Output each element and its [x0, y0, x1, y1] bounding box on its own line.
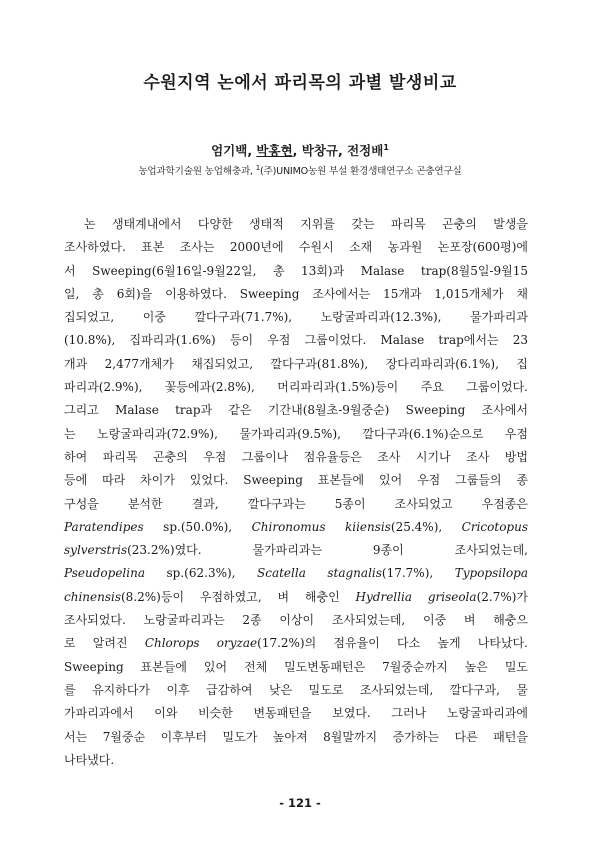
abstract-line-species: [64, 632, 528, 655]
abstract-line: 하여 파리목 곤충의 우점 그룹이나 점유율등은 조사 시기나 조사 방법: [64, 449, 528, 464]
abstract-line: 구성을 분석한 결과, 깔다구과는 5종이 조사되었고 우점종은: [64, 496, 528, 511]
author-1: 엄기백: [211, 143, 248, 158]
abstract-line: 논 생태계내에서 다양한 생태적 지위를 갖는 파리목 곤충의 발생을: [84, 217, 528, 231]
author-list: [0, 141, 600, 159]
species-name: chinensis: [64, 589, 121, 604]
abstract-line: 조사되었다. 노랑굴파리과는 2종 이상이 조사되었는데, 이중 벼 해충으: [64, 613, 528, 628]
abstract-line: (10.8%), 집파리과(1.6%) 등이 우점 그룹이었다. Malase trap에서는 23: [64, 333, 528, 348]
species-name: Paratendipes: [64, 519, 144, 534]
abstract-line: 일, 총 6회)을 이용하였다. Sweeping 조사에서는 15개과 1,015개체가 채: [64, 286, 528, 301]
species-name: Scatella stagnalis: [257, 566, 382, 581]
abstract-line-species: [64, 539, 528, 562]
species-value: sp.(50.0%),: [143, 519, 252, 534]
abstract-line: 등에 따라 차이가 있었다. Sweeping 표본들에 있어 우점 그룹들의 종: [64, 473, 528, 488]
abstract-line: Sweeping 표본들에 있어 전체 밀도변동패턴은 7월중순까지 높은 밀도: [64, 659, 528, 674]
author-4-affiliation-mark: 1: [383, 142, 389, 152]
author-separator: ,: [338, 143, 348, 158]
species-name: Chlorops oryzae: [144, 636, 258, 651]
species-value: 로 알려진: [64, 636, 145, 651]
species-name: sylverstris: [64, 543, 128, 558]
abstract-line-species: [64, 516, 528, 539]
affiliation: [0, 163, 600, 177]
abstract-line: 파리과(2.9%), 꽃등에과(2.8%), 머리파리과(1.5%)등이 주요 그룹이었다.: [64, 380, 528, 395]
species-value: (8.2%)등이 우점하였고, 벼 해충인: [121, 589, 356, 604]
author-4: 전정배: [347, 143, 384, 158]
species-name: Cricotopus: [461, 519, 528, 534]
page-number: - 121 -: [279, 796, 321, 810]
author-separator: ,: [247, 143, 257, 158]
abstract-line: 개과 2,477개체가 채집되었고, 깔다구과(81.8%), 장다리파리과(6.1%), 집: [64, 356, 528, 371]
species-name: Hydrellia griseola: [355, 589, 477, 604]
affiliation-mark: 1: [255, 163, 260, 172]
abstract-line: 를 유지하다가 이후 급감하여 낮은 밀도로 조사되었는데, 깔다구과, 물: [64, 682, 528, 697]
author-separator: ,: [292, 143, 302, 158]
abstract-line: 집되었고, 이중 깔다구과(71.7%), 노랑굴파리과(12.3%), 물가파리과: [64, 310, 528, 325]
species-name: Chironomus kiiensis: [251, 519, 391, 534]
species-value: (23.2%)였다. 물가파리과는 9종이 조사되었는데,: [127, 543, 528, 558]
species-value: sp.(62.3%),: [145, 566, 257, 581]
abstract-line: 가파리과에서 이와 비슷한 변동패턴을 보였다. 그러나 노랑굴파리과에: [64, 706, 528, 721]
species-value: (25.4%),: [390, 519, 462, 534]
abstract-line: 나타냈다.: [64, 752, 115, 767]
abstract-line: 는 노랑굴파리과(72.9%), 물가파리과(9.5%), 깔다구과(6.1%)순으로 우점: [64, 426, 528, 441]
abstract-body: [64, 213, 528, 772]
species-value: (2.7%)가: [476, 589, 529, 604]
author-2-presenter: 박홍현: [256, 143, 293, 158]
species-value: (17.2%)의 점유율이 다소 높게 나타났다.: [257, 636, 528, 651]
author-3: 박창규: [301, 143, 338, 158]
affiliation-2: (주)UNIMO농원 부설 환경생태연구소 곤충연구실: [259, 166, 462, 177]
species-name: Typopsilopa: [454, 566, 528, 581]
abstract-line: 그리고 Malase trap과 같은 기간내(8월초-9월중순) Sweeping 조사에서: [64, 403, 528, 418]
species-value: (17.7%),: [381, 566, 455, 581]
abstract-line-species: [64, 586, 528, 609]
abstract-line: 서는 7월중순 이후부터 밀도가 높아져 8월말까지 증가하는 다른 패턴을: [64, 729, 528, 744]
paper-title: 수원지역 논에서 파리목의 과별 발생비교: [143, 73, 457, 93]
abstract-line: 조사하였다. 표본 조사는 2000년에 수원시 소재 농과원 논포장(600평)에: [64, 240, 528, 255]
abstract-line: 서 Sweeping(6월16일-9월22일, 총 13회)과 Malase trap(8월5일-9월15: [64, 263, 528, 278]
species-name: Pseudopelina: [64, 566, 145, 581]
abstract-line-species: [64, 562, 528, 585]
affiliation-1: 농업과학기술원 농업해충과,: [138, 166, 256, 177]
